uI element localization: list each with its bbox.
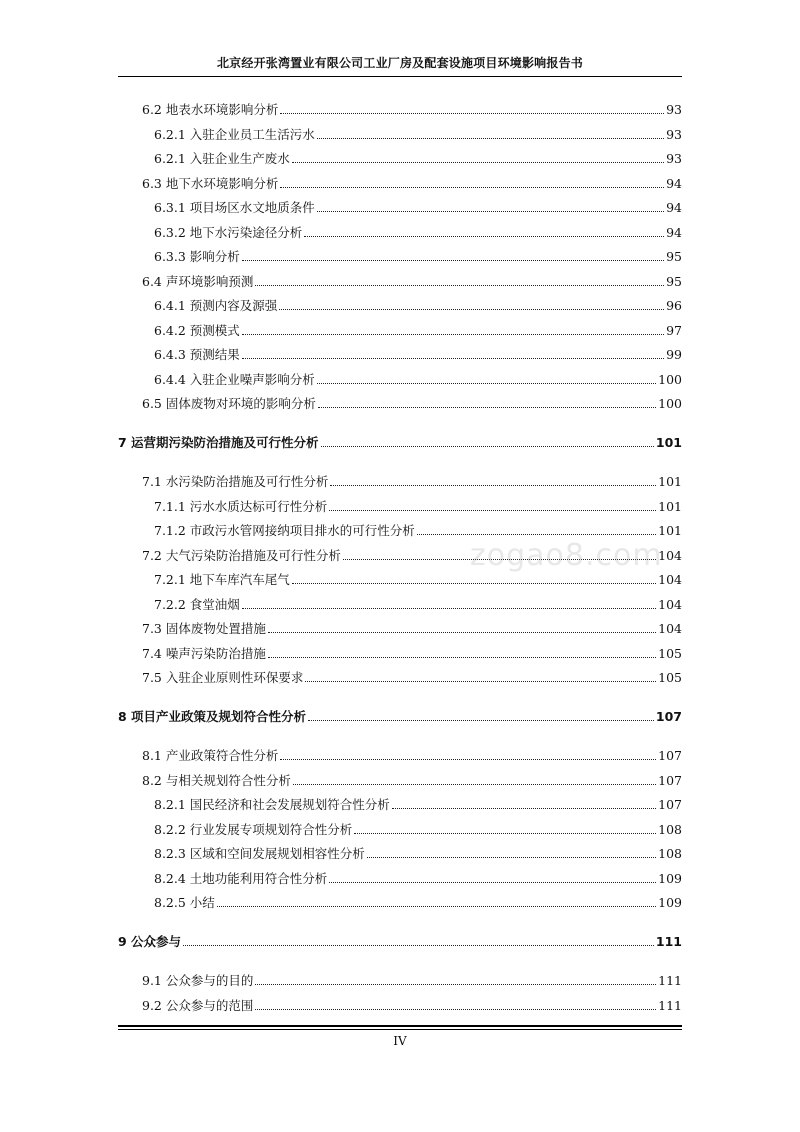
toc-entry[interactable]	[118, 519, 682, 539]
toc-entry[interactable]	[118, 147, 682, 167]
toc-entry-page: 101	[658, 498, 682, 514]
toc-entry-title: 7.1 水污染防治措施及可行性分析	[142, 474, 329, 489]
toc-entry[interactable]	[118, 221, 682, 241]
toc-entry[interactable]	[118, 793, 682, 813]
toc-entry-title: 9.2 公众参与的范围	[142, 997, 254, 1013]
toc-dot-leader	[330, 485, 656, 486]
footer-divider-thin	[118, 1029, 682, 1030]
toc-entry-page: 96	[666, 298, 682, 313]
toc-entry[interactable]	[118, 593, 682, 613]
toc-entry[interactable]	[118, 867, 682, 887]
toc-entry[interactable]	[118, 270, 682, 290]
toc-entry[interactable]	[118, 343, 682, 363]
toc-dot-leader	[280, 113, 664, 114]
toc-entry-title: 6.3 地下水环境影响分析	[142, 175, 279, 191]
toc-entry[interactable]	[118, 392, 682, 412]
toc-entry-title: 6.3.2 地下水污染途径分析	[154, 224, 303, 240]
toc-dot-leader	[292, 583, 656, 584]
toc-entry-page: 104	[658, 621, 682, 636]
toc-entry-title: 7.2.2 食堂油烟	[154, 596, 240, 612]
toc-entry-page: 107	[658, 797, 682, 812]
toc-dot-leader	[354, 833, 656, 834]
toc-dot-leader	[268, 657, 656, 658]
toc-entry-page: 111	[658, 973, 682, 988]
toc-entry-page: 93	[666, 126, 682, 142]
toc-entry-page: 104	[658, 596, 682, 612]
toc-entry[interactable]	[118, 294, 682, 314]
toc-entry-title: 8 项目产业政策及规划符合性分析	[118, 709, 307, 724]
toc-entry-title: 8.2.5 小结	[154, 895, 215, 910]
toc-entry-page: 95	[666, 273, 682, 289]
toc-entry-page: 104	[658, 572, 682, 587]
toc-entry-title: 7.3 固体废物处置措施	[142, 621, 266, 636]
toc-entry[interactable]	[118, 994, 682, 1014]
toc-entry-page: 94	[666, 175, 682, 191]
toc-entry-title: 6.3.3 影响分析	[154, 249, 240, 264]
toc-entry-title: 8.2.3 区域和空间发展规划相容性分析	[154, 846, 365, 861]
toc-entry[interactable]	[118, 744, 682, 764]
footer-divider-thick	[118, 1025, 682, 1027]
toc-entry-title: 6.4.2 预测模式	[154, 322, 240, 338]
toc-dot-leader	[392, 808, 656, 809]
toc-dot-leader	[305, 681, 656, 682]
page-number: IV	[393, 1034, 407, 1048]
toc-entry-page: 108	[658, 846, 682, 861]
toc-entry-page: 100	[658, 371, 682, 387]
toc-dot-leader	[293, 784, 656, 785]
toc-entry[interactable]	[118, 930, 682, 950]
toc-entry-title: 7.2.1 地下车库汽车尾气	[154, 572, 290, 587]
toc-dot-leader	[280, 759, 656, 760]
toc-entry[interactable]	[118, 891, 682, 911]
toc-entry-page: 99	[666, 347, 682, 362]
header-divider	[118, 76, 682, 77]
toc-dot-leader	[279, 309, 664, 310]
toc-dot-leader	[242, 260, 664, 261]
toc-entry[interactable]	[118, 98, 682, 118]
watermark: zogao8.com	[470, 538, 663, 573]
toc-entry-page: 93	[666, 102, 682, 117]
toc-entry[interactable]	[118, 666, 682, 686]
toc-entry-title: 8.2.4 土地功能利用符合性分析	[154, 870, 328, 886]
toc-dot-leader	[255, 984, 656, 985]
toc-dot-leader	[217, 906, 656, 907]
toc-entry-title: 8.2.2 行业发展专项规划符合性分析	[154, 821, 353, 837]
toc-entry-page: 94	[666, 200, 682, 215]
toc-dot-leader	[317, 138, 664, 139]
toc-entry-title: 6.5 固体废物对环境的影响分析	[142, 396, 316, 411]
toc-entry[interactable]	[118, 568, 682, 588]
toc-entry-page: 108	[658, 821, 682, 837]
toc-entry-title: 7.5 入驻企业原则性环保要求	[142, 670, 304, 685]
toc-entry-page: 109	[658, 895, 682, 910]
toc-entry[interactable]	[118, 368, 682, 388]
toc-entry[interactable]	[118, 705, 682, 725]
toc-entry-title: 6.4.4 入驻企业噪声影响分析	[154, 371, 315, 387]
toc-entry[interactable]	[118, 431, 682, 451]
toc-entry-page: 111	[658, 997, 682, 1013]
toc-entry[interactable]	[118, 969, 682, 989]
toc-entry[interactable]	[118, 495, 682, 515]
toc-dot-leader	[367, 857, 656, 858]
toc-entry[interactable]	[118, 172, 682, 192]
toc-dot-leader	[255, 285, 664, 286]
toc-dot-leader	[280, 187, 664, 188]
toc-entry-title: 6.2 地表水环境影响分析	[142, 102, 279, 117]
toc-entry[interactable]	[118, 470, 682, 490]
toc-entry-title: 6.2.1 入驻企业员工生活污水	[154, 126, 315, 142]
toc-dot-leader	[242, 334, 664, 335]
toc-entry-page: 101	[655, 435, 682, 450]
toc-entry-title: 7.2 大气污染防治措施及可行性分析	[142, 547, 341, 563]
toc-entry-page: 107	[655, 709, 682, 724]
toc-entry[interactable]	[118, 123, 682, 143]
toc-entry-page: 109	[658, 870, 682, 886]
toc-entry-page: 107	[658, 772, 682, 788]
page-header-title: 北京经开张湾置业有限公司工业厂房及配套设施项目环境影响报告书	[216, 56, 583, 70]
toc-entry-title: 8.1 产业政策符合性分析	[142, 748, 279, 763]
toc-entry[interactable]	[118, 642, 682, 662]
toc-entry-title: 6.4.3 预测结果	[154, 347, 240, 362]
toc-dot-leader	[329, 510, 656, 511]
toc-entry-title: 7.4 噪声污染防治措施	[142, 645, 266, 661]
toc-entry-title: 6.4.1 预测内容及源强	[154, 298, 278, 313]
toc-entry-page: 94	[666, 224, 682, 240]
toc-entry-page: 111	[655, 934, 682, 949]
toc-dot-leader	[304, 236, 664, 237]
toc-entry[interactable]	[118, 842, 682, 862]
toc-entry[interactable]	[118, 544, 682, 564]
toc-dot-leader	[317, 383, 656, 384]
toc-entry[interactable]	[118, 196, 682, 216]
toc-entry-page: 95	[666, 249, 682, 264]
toc-entry-page: 101	[658, 474, 682, 489]
toc-dot-leader	[321, 446, 654, 447]
toc-entry-page: 93	[666, 151, 682, 166]
toc-entry-page: 105	[658, 670, 682, 685]
toc-dot-leader	[317, 211, 664, 212]
toc-entry-page: 107	[658, 748, 682, 763]
toc-entry[interactable]	[118, 245, 682, 265]
toc-dot-leader	[242, 608, 656, 609]
toc-entry-page: 100	[658, 396, 682, 411]
toc-entry-page: 105	[658, 645, 682, 661]
toc-entry-page: 97	[666, 322, 682, 338]
toc-dot-leader	[242, 358, 664, 359]
toc-dot-leader	[417, 534, 656, 535]
toc-entry[interactable]	[118, 319, 682, 339]
toc-entry-title: 7.1.1 污水水质达标可行性分析	[154, 498, 328, 514]
toc-entry[interactable]	[118, 769, 682, 789]
toc-entry-title: 6.3.1 项目场区水文地质条件	[154, 200, 315, 215]
toc-entry[interactable]	[118, 818, 682, 838]
toc-entry-title: 7 运营期污染防治措施及可行性分析	[118, 435, 319, 450]
toc-entry-page: 101	[658, 523, 682, 538]
toc-dot-leader	[343, 559, 656, 560]
toc-dot-leader	[255, 1009, 656, 1010]
toc-entry-title: 6.4 声环境影响预测	[142, 273, 254, 289]
toc-entry[interactable]	[118, 617, 682, 637]
toc-dot-leader	[318, 407, 656, 408]
toc-entry-title: 7.1.2 市政污水管网接纳项目排水的可行性分析	[154, 523, 415, 538]
toc-entry-title: 9 公众参与	[118, 934, 182, 949]
toc-dot-leader	[292, 162, 664, 163]
toc-dot-leader	[308, 720, 654, 721]
toc-entry-title: 8.2 与相关规划符合性分析	[142, 772, 291, 788]
toc-entry-title: 6.2.1 入驻企业生产废水	[154, 151, 290, 166]
toc-dot-leader	[329, 882, 656, 883]
toc-dot-leader	[268, 632, 656, 633]
toc-dot-leader	[183, 945, 654, 946]
toc-entry-title: 9.1 公众参与的目的	[142, 973, 254, 988]
toc-entry-title: 8.2.1 国民经济和社会发展规划符合性分析	[154, 797, 390, 812]
toc-entry-page: 104	[658, 547, 682, 563]
